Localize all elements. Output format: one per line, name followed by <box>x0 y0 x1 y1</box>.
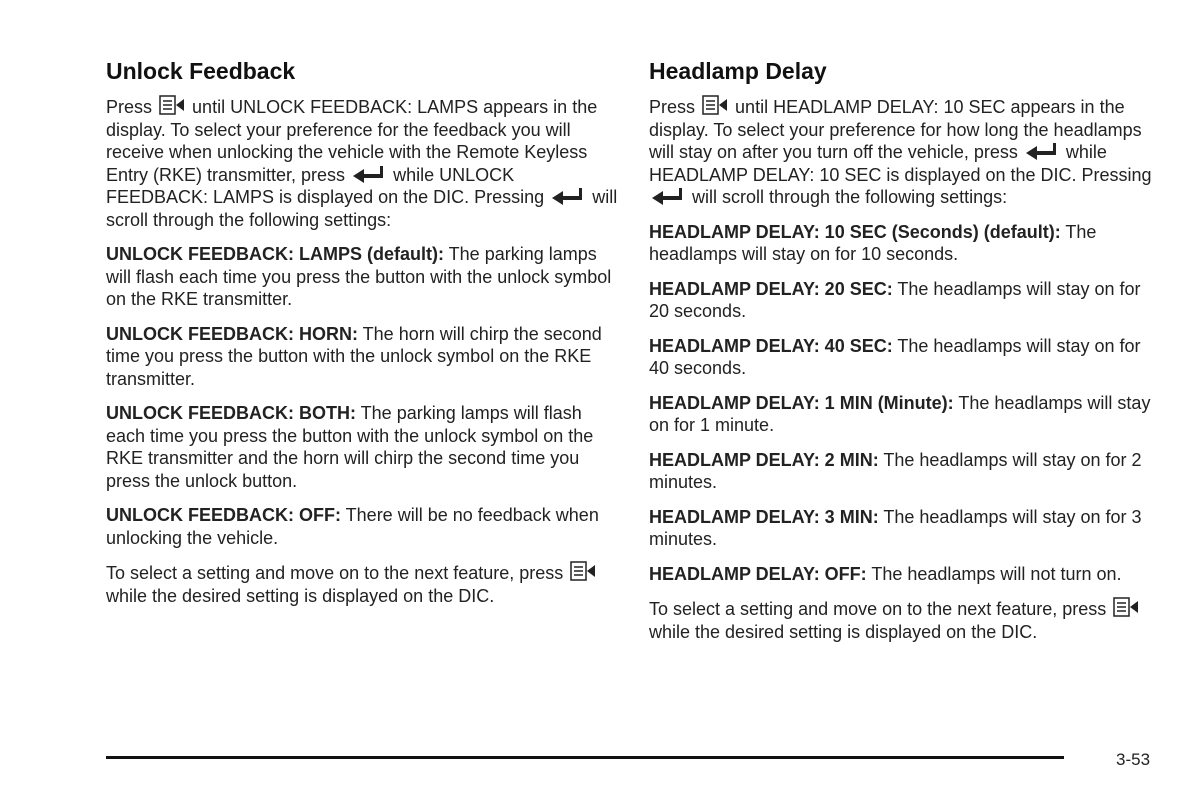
closing-text-b: while the desired setting is displayed on the DIC. <box>649 621 1038 642</box>
setting-description: The parking lamps will flash each time you press the button with the unlock symbol on the RKE transmitter and the horn will chirp the second time you press the unlock button. <box>106 403 594 491</box>
menu-select-icon <box>1113 597 1139 617</box>
setting-option <box>649 449 1159 494</box>
setting-description: The horn will chirp the second time you press the button with the unlock symbol on the RKE transmitter. <box>106 323 602 389</box>
setting-description: The headlamps will stay on for 2 minutes. <box>649 449 1142 492</box>
setting-label: HEADLAMP DELAY: 1 MIN (Minute): <box>649 392 954 413</box>
menu-select-icon <box>159 95 185 115</box>
intro-text-b: until UNLOCK FEEDBACK: LAMPS appears in the display. To select your preference for the feedback you will receive when unlocking the vehicle with the Remote Keyless Entry (RKE) transmitter, press <box>106 97 598 185</box>
setting-description: The headlamps will stay on for 20 seconds. <box>649 278 1141 321</box>
intro-text-a: Press <box>106 97 153 117</box>
setting-option <box>649 563 1159 586</box>
section-title-unlock-feedback: Unlock Feedback <box>106 58 296 84</box>
setting-label: HEADLAMP DELAY: 40 SEC: <box>649 335 893 356</box>
menu-select-icon <box>702 95 728 115</box>
set-reset-enter-icon <box>352 165 386 183</box>
set-reset-enter-icon <box>651 187 685 205</box>
setting-label: UNLOCK FEEDBACK: OFF: <box>106 505 341 525</box>
setting-label: HEADLAMP DELAY: 2 MIN: <box>649 449 879 470</box>
right-column <box>649 58 1159 655</box>
intro-paragraph <box>649 95 1159 209</box>
setting-description: The headlamps will stay on for 1 minute. <box>649 392 1151 435</box>
closing-text-b: while the desired setting is displayed on the DIC. <box>106 585 495 606</box>
setting-option <box>649 506 1159 551</box>
left-column <box>106 58 618 619</box>
setting-option <box>649 278 1159 323</box>
setting-label: HEADLAMP DELAY: 10 SEC (Seconds) (default): <box>649 221 1061 242</box>
setting-option <box>106 402 618 492</box>
intro-text-b: until HEADLAMP DELAY: 10 SEC appears in the display. To select your preference for how long the headlamps will stay on after you turn off the vehicle, press <box>649 97 1142 162</box>
intro-paragraph <box>106 95 618 231</box>
setting-option <box>106 504 618 549</box>
set-reset-enter-icon <box>1025 142 1059 160</box>
setting-option <box>649 335 1159 380</box>
intro-text-a: Press <box>649 97 696 117</box>
set-reset-enter-icon <box>551 187 585 205</box>
setting-option <box>106 323 618 391</box>
setting-description: The headlamps will stay on for 3 minutes. <box>649 506 1142 549</box>
setting-label: UNLOCK FEEDBACK: BOTH: <box>106 403 356 423</box>
setting-option <box>106 243 618 311</box>
page-number: 3-53 <box>1116 750 1151 769</box>
section-title-headlamp-delay: Headlamp Delay <box>649 58 827 84</box>
footer-rule <box>106 756 1064 759</box>
setting-label: HEADLAMP DELAY: OFF: <box>649 563 867 584</box>
setting-option <box>649 221 1159 266</box>
closing-text-a: To select a setting and move on to the next feature, press <box>649 599 1107 619</box>
intro-text-c: while HEADLAMP DELAY: 10 SEC is displayed on the DIC. Pressing <box>649 142 1152 185</box>
setting-label: HEADLAMP DELAY: 20 SEC: <box>649 278 893 299</box>
closing-paragraph <box>106 561 618 607</box>
setting-description: The headlamps will stay on for 40 seconds. <box>649 335 1141 378</box>
setting-option <box>649 392 1159 437</box>
setting-description: The parking lamps will flash each time you press the button with the unlock symbol on the RKE transmitter. <box>106 244 612 309</box>
intro-text-c: while UNLOCK FEEDBACK: LAMPS is displayed on the DIC. Pressing <box>106 164 545 207</box>
setting-label: HEADLAMP DELAY: 3 MIN: <box>649 506 879 527</box>
setting-label: UNLOCK FEEDBACK: LAMPS (default): <box>106 244 444 264</box>
setting-description: The headlamps will not turn on. <box>871 563 1122 584</box>
setting-description: The headlamps will stay on for 10 seconds. <box>649 221 1097 264</box>
closing-paragraph <box>649 597 1159 643</box>
setting-description: There will be no feedback when unlocking the vehicle. <box>106 505 599 548</box>
intro-text-d: will scroll through the following settings: <box>106 187 618 230</box>
closing-text-a: To select a setting and move on to the next feature, press <box>106 563 564 583</box>
menu-select-icon <box>570 561 596 581</box>
setting-label: UNLOCK FEEDBACK: HORN: <box>106 323 358 344</box>
intro-text-d: will scroll through the following settings: <box>692 187 1008 207</box>
